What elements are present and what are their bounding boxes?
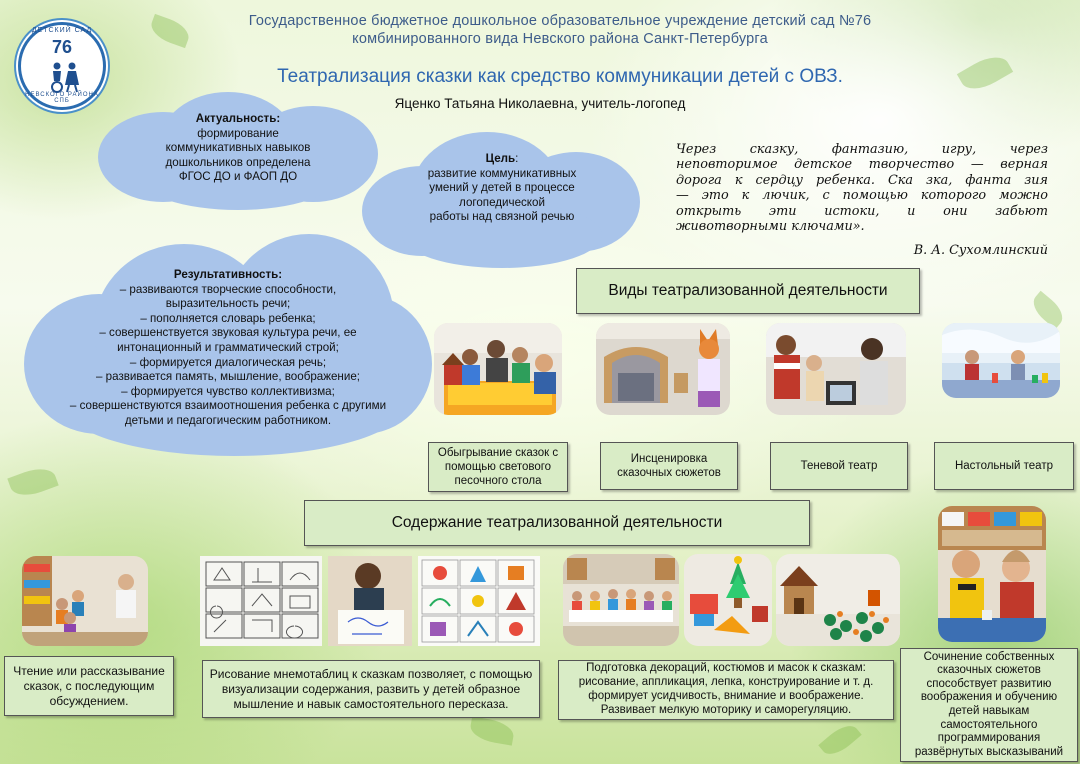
leaf-decoration	[147, 14, 192, 48]
results-line: выразительность речи;	[165, 297, 291, 311]
logo-number: 76	[51, 37, 73, 57]
caption-staging: Инсценировка сказочных сюжетов	[600, 442, 738, 490]
results-line: – совершенствуются взаимоотношения ребенка с другими	[69, 399, 387, 413]
org-line-2: комбинированного вида Невского района Санкт-Петербурга	[352, 31, 768, 47]
photo-staging	[596, 323, 730, 415]
author: Яценко Татьяна Николаевна, учитель-логопед	[394, 96, 686, 111]
caption-table-theatre: Настольный театр	[934, 442, 1074, 490]
caption-composing: Сочинение собственных сказочных сюжетов способствует развитию воображения и обучению детей навыкам самостоятельного программирования развёрнутых высказываний	[900, 648, 1078, 762]
caption-decor: Подготовка декораций, костюмов и масок к сказкам: рисование, аппликация, лепка, конструирование и т. д. формирует усидчивость, внимание и воображение. Развивает мелкую моторику и саморегуляцию.	[558, 660, 894, 720]
types-header: Виды театрализованной деятельности	[576, 268, 920, 314]
quote-line: животворными ключами».	[676, 219, 865, 235]
sukhomlinsky-quote	[676, 142, 1048, 234]
photo-shadow-theatre	[766, 323, 906, 415]
photo-decor-model	[776, 554, 900, 646]
photo-mnemotable-1	[200, 556, 322, 646]
content-header: Содержание театрализованной деятельности	[304, 500, 810, 546]
photo-composing	[938, 506, 1046, 642]
results-cloud	[24, 234, 432, 456]
goal-line: работы над связной речью	[429, 210, 575, 224]
leaf-decoration	[468, 716, 515, 745]
results-line: – развиваются творческие способности,	[119, 282, 337, 296]
quote-line: неповторимое детское творчество — верная	[676, 157, 1048, 173]
relevance-line: коммуникативных навыков	[165, 141, 311, 155]
results-line: детьми и педагогическим работником.	[124, 413, 332, 427]
logo-ring-bottom-text: НЕВСКОГО РАЙОНА СПБ	[25, 92, 99, 104]
page-title: Театрализация сказки как средство коммуникации детей с ОВЗ.	[277, 66, 843, 87]
goal-heading: Цель:	[485, 152, 519, 165]
relevance-line: дошкольников определена	[165, 155, 311, 169]
caption-sand-table: Обыгрывание сказок с помощью светового песочного стола	[428, 442, 568, 492]
quote-author: В. А. Сухомлинский	[913, 243, 1048, 258]
results-line: – совершенствуется звуковая культура речи, ее	[99, 326, 357, 340]
relevance-cloud	[98, 92, 378, 210]
goal-line: логопедической	[459, 195, 545, 209]
goal-line: развитие коммуникативных	[427, 166, 577, 180]
goal-line: умений у детей в процессе	[429, 181, 575, 195]
org-line-1: Государственное бюджетное дошкольное образовательное учреждение детский сад №76	[248, 13, 872, 29]
leaf-decoration	[957, 49, 1013, 97]
photo-reading	[22, 556, 148, 646]
results-line: – пополняется словарь ребенка;	[140, 311, 316, 325]
organization-name	[200, 12, 920, 48]
caption-reading: Чтение или рассказывание сказок, с последующим обсуждением.	[4, 656, 174, 716]
photo-mnemotable-2	[418, 556, 540, 646]
caption-drawing: Рисование мнемотаблиц к сказкам позволяет, с помощью визуализации содержания, развить у детей образное мышление и навык самостоятельного пересказа.	[202, 660, 540, 718]
results-line: – формируется чувство коллективизма;	[121, 384, 335, 398]
photo-decor-group	[563, 554, 679, 646]
kindergarten-logo	[18, 22, 106, 110]
caption-shadow-theatre: Теневой театр	[770, 442, 908, 490]
leaf-decoration	[818, 719, 861, 760]
quote-line: дорога к сердцу ребенка. Ска зка, фанта зия	[676, 172, 1048, 188]
quote-line: Через сказку, фантазию, игру, через	[676, 142, 1048, 157]
leaf-decoration	[7, 463, 58, 501]
logo-ring-top-text: ДЕТСКИЙ САД	[31, 27, 93, 34]
results-heading: Результативность:	[173, 268, 283, 281]
photo-sand-table	[434, 323, 562, 415]
quote-line: открыть эти истоки, и они забьют	[676, 203, 1048, 219]
photo-decor-crafts	[684, 554, 772, 646]
results-line: – формируется диалогическая речь;	[129, 355, 327, 369]
results-line: интонационный и грамматический строй;	[117, 340, 339, 354]
results-line: – развивается память, мышление, воображение;	[96, 370, 360, 384]
relevance-heading: Актуальность:	[195, 112, 281, 125]
photo-table-theatre	[942, 323, 1060, 398]
relevance-line: формирование	[197, 126, 279, 140]
children-figures-icon	[47, 61, 83, 93]
relevance-line: ФГОС ДО и ФАОП ДО	[178, 170, 298, 184]
quote-line: — это к лючик, с помощью которого можно	[676, 188, 1048, 204]
photo-drawing-child	[328, 556, 412, 646]
